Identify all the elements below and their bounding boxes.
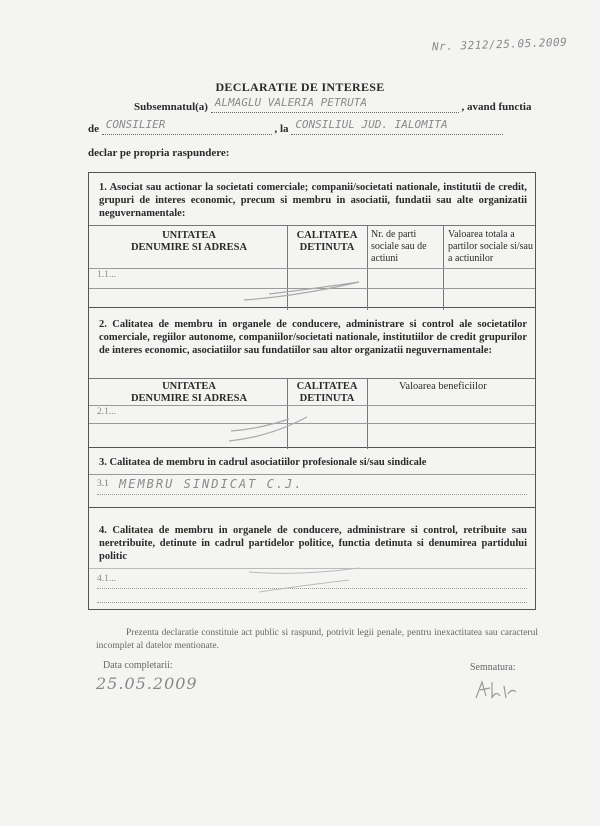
section-2: [88, 308, 536, 448]
undersigned-label: Subsemnatul(a): [134, 101, 208, 113]
undersigned-field: [211, 96, 459, 113]
section-3: [88, 448, 536, 508]
s2-crossout-mark: [219, 407, 319, 447]
s4-crossout-mark: [239, 562, 379, 602]
de-label: de: [88, 123, 99, 135]
section-1: [88, 172, 536, 308]
section-4-title: 4. Calitatea de membru in organele de conducere, administrare si control, retribuite sau neretribuite, detinute in cadrul partidelor politice, functia detinuta si denumirea partidului politic: [99, 525, 527, 562]
section-1-title: 1. Asociat sau actionar la societati comerciale; companii/societati nationale, institutii de credit, grupuri de interes economic, precum si membru in asociatii, fundatii sau alte organizatii neguvernamentale:: [99, 182, 527, 219]
at-label: , la: [274, 123, 289, 135]
signature-label: Semnatura:: [470, 662, 516, 673]
undersigned-line: [134, 96, 532, 113]
registration-number: Nr. 3212/25.05.2009: [431, 35, 568, 54]
section-1-table: [89, 225, 535, 310]
institution-value: CONSILIUL JUD. IALOMITA: [295, 118, 448, 131]
s1-col-shares: Nr. de parti sociale sau de actiuni: [371, 229, 427, 264]
closing-statement: Prezenta declaratie constituie act public si raspund, potrivit legii penale, pentru inexactitatea sau caracterul incomplet al datelor mentionate.: [96, 628, 538, 651]
date-label: Data completarii:: [103, 660, 173, 671]
section-2-title: 2. Calitatea de membru in organele de conducere, administrare si control ale societatilor comerciale, regiilor autonome, companiilor/societati nationale, institutiilor de credit grupurilor de interes economic, asociatiilor sau fundatiilor sau altor organizatii neguvernamentale:: [99, 319, 527, 356]
s1-col-value: Valoarea totala a partilor sociale si/sau a actiunilor: [448, 229, 533, 264]
position-line: [88, 118, 503, 135]
s1-col-unit: UNITATEA DENUMIRE SI ADRESA: [130, 230, 248, 253]
s2-col-quality: CALITATEA DETINUTA: [296, 381, 358, 404]
date-value: 25.05.2009: [96, 674, 198, 693]
s1-row-label: 1.1...: [97, 270, 116, 280]
declare-text: declar pe propria raspundere:: [88, 147, 230, 159]
s4-row-label: 4.1...: [97, 574, 116, 584]
section-3-title: 3. Calitatea de membru in cadrul asociatiilor profesionale si/sau sindicale: [99, 457, 427, 468]
position-field: [102, 118, 272, 135]
s1-crossout-mark: [239, 270, 379, 306]
s1-col-quality: CALITATEA DETINUTA: [296, 230, 358, 253]
undersigned-value: ALMAGLU VALERIA PETRUTA: [214, 96, 368, 109]
s3-row-label: 3.1: [97, 479, 109, 489]
function-label: , avand functia: [461, 101, 532, 113]
s3-row-value: MEMBRU SINDICAT C.J.: [119, 477, 304, 491]
institution-field: [291, 118, 503, 135]
s2-row-label: 2.1...: [97, 407, 116, 417]
document-title: DECLARATIE DE INTERESE: [215, 80, 385, 94]
section-2-table: [89, 378, 535, 449]
signature-mark: [470, 676, 520, 704]
position-value: CONSILIER: [105, 118, 166, 131]
s2-col-benefits: Valoarea beneficiilor: [399, 381, 487, 392]
s2-col-unit: UNITATEA DENUMIRE SI ADRESA: [130, 381, 248, 404]
section-4: [88, 508, 536, 610]
